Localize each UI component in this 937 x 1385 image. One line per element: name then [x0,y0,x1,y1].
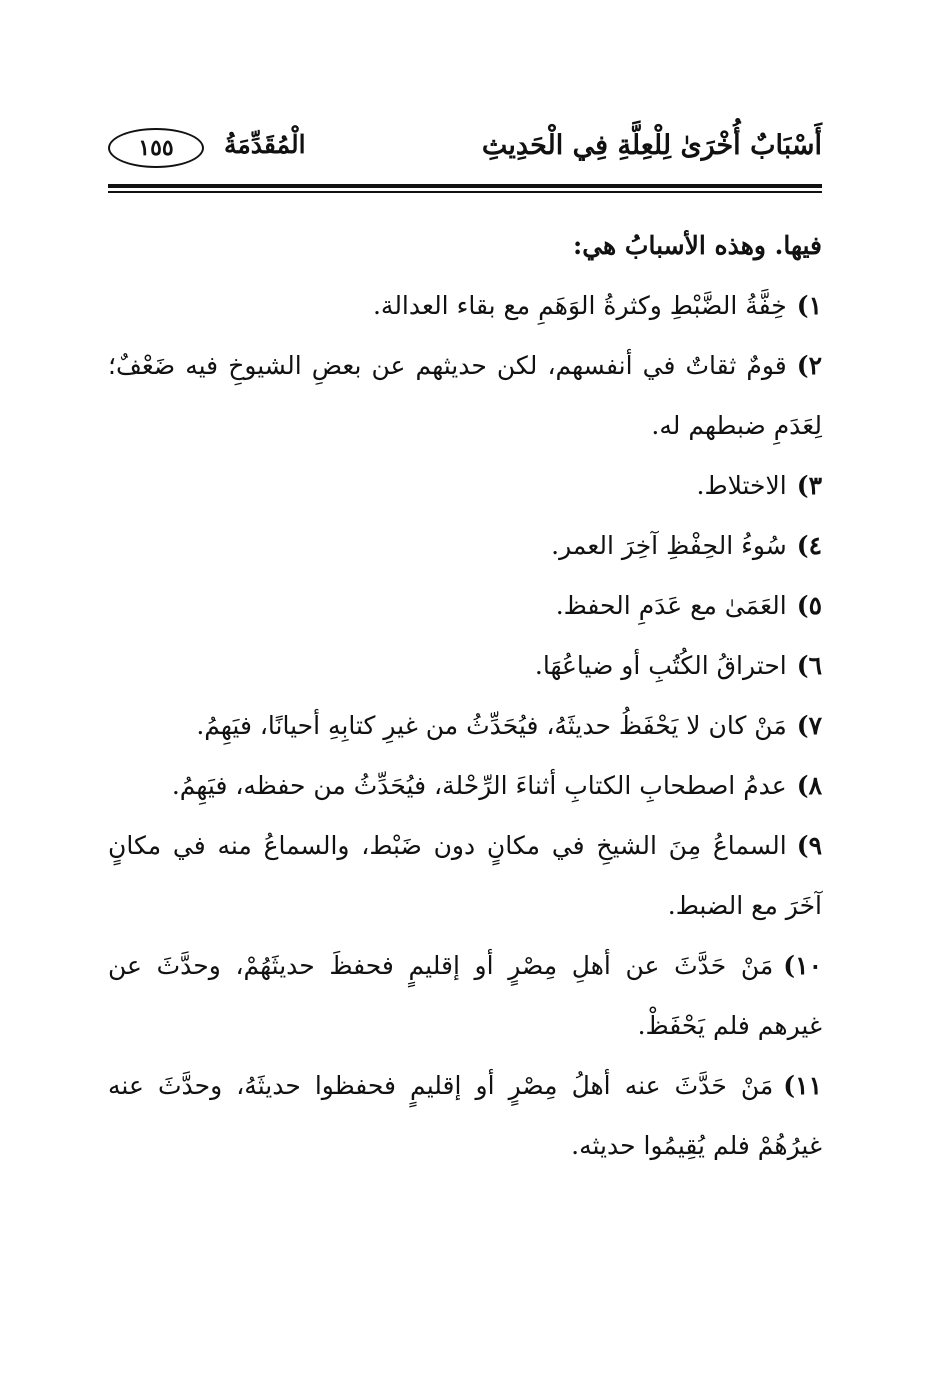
item-number: ١٠) [783,951,822,980]
item-text: سُوءُ الحِفْظِ آخِرَ العمر. [551,531,787,560]
page-number: ١٥٥ [108,128,204,168]
header-rule-thick [108,184,822,188]
list-item [108,696,822,756]
item-text: الاختلاط. [696,471,787,500]
list-item [108,276,822,336]
item-number: ٧) [796,711,822,740]
header-rule-thin [108,191,822,193]
item-text: عدمُ اصطحابِ الكتابِ أثناءَ الرِّحْلة، فيُحَدِّثُ من حفظه، فيَهِمُ. [171,771,787,800]
page-header [108,122,822,182]
item-number: ٩) [796,831,822,860]
item-text: مَنْ حَدَّثَ عن أهلِ مِصْرٍ أو إقليمٍ فحفظَ حديثَهُمْ، وحدَّثَ عن غيرهم فلم يَحْفَظْ. [108,951,822,1040]
item-text: السماعُ مِنَ الشيخِ في مكانٍ دون ضَبْط، والسماعُ منه في مكانٍ آخَرَ مع الضبط. [108,831,822,920]
item-number: ١) [796,291,822,320]
list-item [108,576,822,636]
item-text: مَنْ كان لا يَحْفَظُ حديثَهُ، فيُحَدِّثُ من غيرِ كتابِهِ أحيانًا، فيَهِمُ. [196,711,787,740]
body-text [108,216,822,1176]
list-item [108,636,822,696]
intro-line: فيها. وهذه الأسبابُ هي: [572,231,822,260]
item-number: ٣) [796,471,822,500]
item-text: العَمَىٰ مع عَدَمِ الحفظ. [555,591,787,620]
list-item [108,816,822,936]
list-item [108,1056,822,1176]
running-title: أَسْبَابٌ أُخْرَىٰ لِلْعِلَّةِ فِي الْحَدِيثِ [481,130,822,161]
list-item [108,336,822,456]
item-number: ٤) [796,531,822,560]
item-number: ٨) [796,771,822,800]
section-title: الْمُقَدِّمَةُ [224,130,306,159]
item-number: ١١) [783,1071,822,1100]
list-item [108,936,822,1056]
item-number: ٢) [796,351,822,380]
item-text: مَنْ حَدَّثَ عنه أهلُ مِصْرٍ أو إقليمٍ فحفظوا حديثَهُ، وحدَّثَ عنه غيرُهُمْ فلم يُقِيمُوا حديثه. [108,1071,822,1160]
list-item [108,756,822,816]
item-text: احتراقُ الكُتُبِ أو ضياعُهَا. [534,651,787,680]
list-item [108,516,822,576]
item-number: ٦) [796,651,822,680]
item-number: ٥) [796,591,822,620]
list-item [108,456,822,516]
item-text: خِفَّةُ الضَّبْطِ وكثرةُ الوَهَمِ مع بقاء العدالة. [372,291,787,320]
item-text: قومٌ ثقاتٌ في أنفسهم، لكن حديثهم عن بعضِ الشيوخِ فيه ضَعْفٌ؛ لِعَدَمِ ضبطهم له. [108,351,822,440]
